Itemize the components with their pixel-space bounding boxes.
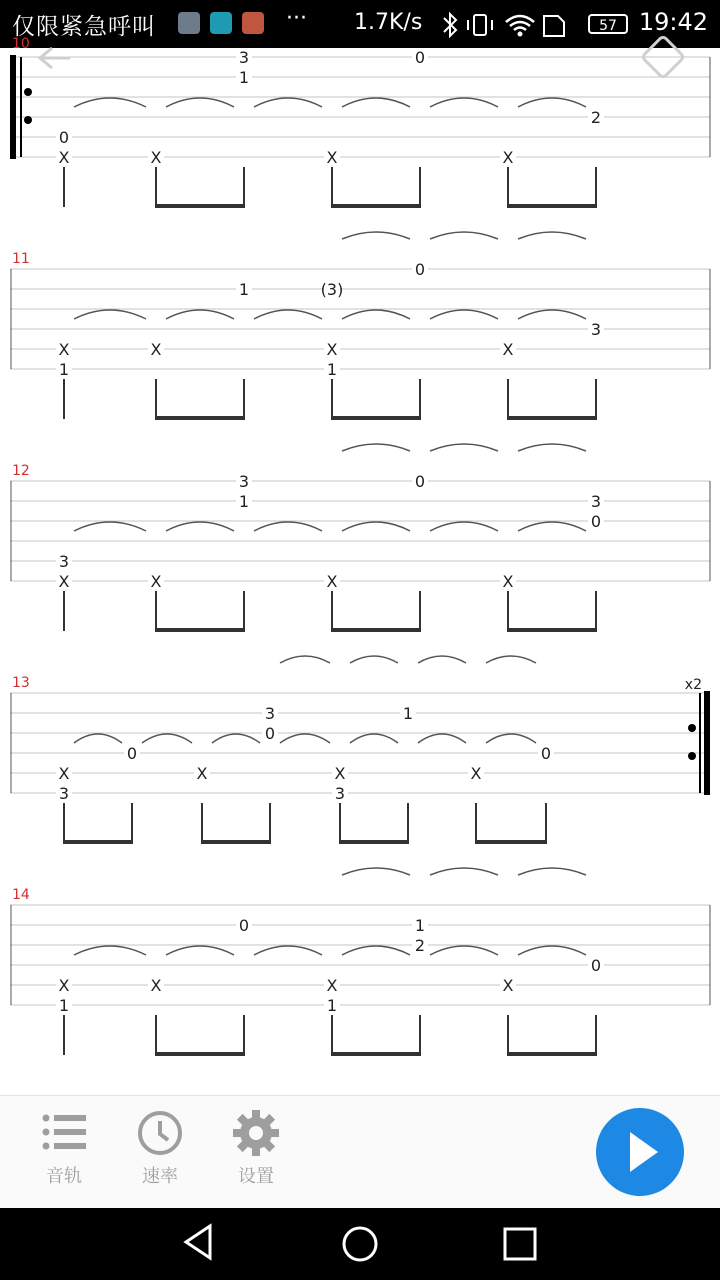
fret-number: X	[150, 572, 162, 591]
carrier-text: 仅限紧急呼叫	[12, 14, 156, 40]
repeat-count: x2	[684, 677, 702, 693]
fret-number: X	[58, 764, 70, 783]
tie-arc	[166, 946, 234, 955]
speed-button[interactable]	[130, 1110, 190, 1188]
notification-icons	[178, 12, 264, 34]
repeat-start-thick-bar	[10, 55, 16, 159]
play-button[interactable]	[596, 1108, 684, 1196]
note-beam	[507, 1052, 597, 1056]
settings-label: 设置	[238, 1166, 274, 1187]
fret-number: 0	[238, 916, 250, 935]
tie-arc	[280, 656, 330, 663]
tie-arc	[342, 98, 410, 107]
tie-arc	[430, 310, 498, 319]
battery-icon: 57	[588, 14, 628, 34]
fret-number: 1	[238, 280, 250, 299]
tie-arc	[430, 868, 498, 875]
tie-arc	[518, 310, 586, 319]
tie-arc	[518, 946, 586, 955]
repeat-dot	[688, 724, 696, 732]
tie-arc	[74, 522, 146, 531]
tie-arc	[350, 656, 398, 663]
shield-notification-icon	[210, 12, 232, 34]
tie-arc	[342, 946, 410, 955]
measure-number: 12	[12, 463, 30, 479]
fret-number: 3	[238, 472, 250, 491]
note-beam	[507, 416, 597, 420]
fret-number: 2	[590, 108, 602, 127]
fret-number: X	[326, 976, 338, 995]
note-beam	[331, 416, 421, 420]
fret-number: X	[470, 764, 482, 783]
system-nav-bar	[0, 1208, 720, 1280]
repeat-dot	[24, 116, 32, 124]
settings-button[interactable]	[226, 1110, 286, 1188]
clock-icon	[137, 1110, 183, 1156]
tie-arc	[518, 444, 586, 451]
tie-arc	[486, 656, 536, 663]
fret-number: X	[150, 340, 162, 359]
tab-sheet[interactable]	[0, 36, 720, 1095]
fret-number: 3	[590, 492, 602, 511]
tie-arc	[254, 946, 322, 955]
nav-recents-icon[interactable]	[498, 1222, 542, 1266]
repeat-dot	[688, 752, 696, 760]
nav-home-icon[interactable]	[338, 1222, 382, 1266]
tracks-button[interactable]	[34, 1110, 94, 1188]
tie-arc	[142, 734, 192, 743]
fret-number: 1	[326, 360, 338, 379]
fret-number: X	[502, 340, 514, 359]
tie-arc	[212, 734, 260, 743]
back-arrow-icon[interactable]	[36, 48, 76, 78]
note-beam	[507, 204, 597, 208]
play-icon	[596, 1108, 684, 1196]
tie-arc	[342, 232, 410, 239]
repeat-end-thick-bar	[704, 691, 710, 795]
fret-number: 1	[402, 704, 414, 723]
fret-number: 0	[590, 956, 602, 975]
vibrate-icon	[474, 15, 486, 35]
note-beam	[507, 628, 597, 632]
tie-arc	[342, 444, 410, 451]
note-beam	[155, 628, 245, 632]
tie-arc	[342, 522, 410, 531]
app-notification-icon	[242, 12, 264, 34]
fret-number: 1	[58, 360, 70, 379]
fret-number: X	[326, 572, 338, 591]
fret-number: X	[150, 148, 162, 167]
fret-number: 3	[58, 784, 70, 803]
list-icon	[41, 1110, 87, 1156]
fret-number: X	[58, 976, 70, 995]
more-notifications-icon: ···	[286, 6, 307, 31]
tie-arc	[418, 656, 466, 663]
tie-arc	[518, 868, 586, 875]
note-beam	[155, 416, 245, 420]
bottom-toolbar	[0, 1095, 720, 1209]
fret-number: 0	[540, 744, 552, 763]
fret-number: (3)	[320, 280, 344, 299]
tie-arc	[74, 734, 122, 743]
fret-number: 0	[264, 724, 276, 743]
screen-rotate-icon[interactable]	[638, 48, 688, 82]
tie-arc	[430, 98, 498, 107]
fret-number: X	[196, 764, 208, 783]
tab-staves	[0, 36, 720, 1095]
tie-arc	[166, 98, 234, 107]
fret-number: 1	[238, 492, 250, 511]
tie-arc	[518, 522, 586, 531]
fret-number: 0	[590, 512, 602, 531]
measure-number: 10	[12, 36, 30, 52]
note-beam	[331, 1052, 421, 1056]
tie-arc	[74, 98, 146, 107]
fret-number: X	[58, 340, 70, 359]
tie-arc	[342, 310, 410, 319]
fret-number: X	[502, 572, 514, 591]
fret-number: 3	[334, 784, 346, 803]
tie-arc	[518, 232, 586, 239]
fret-number: 3	[58, 552, 70, 571]
gallery-notification-icon	[178, 12, 200, 34]
tie-arc	[254, 310, 322, 319]
tie-arc	[518, 98, 586, 107]
tracks-label: 音轨	[46, 1166, 82, 1187]
fret-number: 0	[414, 48, 426, 67]
wifi-icon	[506, 16, 534, 30]
note-beam	[201, 840, 271, 844]
note-beam	[339, 840, 409, 844]
fret-number: 3	[238, 48, 250, 67]
fret-number: 3	[590, 320, 602, 339]
bluetooth-icon	[444, 14, 456, 36]
measure-number: 13	[12, 675, 30, 691]
tie-arc	[418, 734, 466, 743]
repeat-dot	[24, 88, 32, 96]
tie-arc	[350, 734, 398, 743]
system-status-icons	[440, 12, 570, 38]
tie-arc	[74, 946, 146, 955]
tie-arc	[254, 98, 322, 107]
tie-arc	[342, 868, 410, 875]
fret-number: 0	[126, 744, 138, 763]
tie-arc	[430, 232, 498, 239]
fret-number: 3	[264, 704, 276, 723]
nav-back-icon[interactable]	[178, 1222, 222, 1266]
note-beam	[63, 840, 133, 844]
tie-arc	[430, 522, 498, 531]
note-beam	[475, 840, 547, 844]
speed-label: 速率	[142, 1166, 178, 1187]
fret-number: 2	[414, 936, 426, 955]
tie-arc	[74, 310, 146, 319]
tie-arc	[430, 946, 498, 955]
tie-arc	[166, 310, 234, 319]
fret-number: 0	[414, 472, 426, 491]
note-beam	[155, 204, 245, 208]
fret-number: 1	[326, 996, 338, 1015]
measure-number: 14	[12, 887, 30, 903]
fret-number: 1	[58, 996, 70, 1015]
net-speed: 1.7K/s	[354, 10, 423, 35]
fret-number: 1	[238, 68, 250, 87]
fret-number: X	[58, 148, 70, 167]
fret-number: X	[326, 340, 338, 359]
fret-number: X	[58, 572, 70, 591]
tie-arc	[280, 734, 330, 743]
fret-number: X	[334, 764, 346, 783]
sim-icon	[544, 16, 564, 36]
note-beam	[155, 1052, 245, 1056]
fret-number: 1	[414, 916, 426, 935]
tie-arc	[486, 734, 536, 743]
tie-arc	[166, 522, 234, 531]
note-beam	[331, 204, 421, 208]
fret-number: 0	[58, 128, 70, 147]
fret-number: 0	[414, 260, 426, 279]
note-beam	[331, 628, 421, 632]
fret-number: X	[326, 148, 338, 167]
tie-arc	[430, 444, 498, 451]
fret-number: X	[502, 148, 514, 167]
measure-number: 11	[12, 251, 30, 267]
fret-number: X	[150, 976, 162, 995]
tie-arc	[254, 522, 322, 531]
status-bar	[0, 0, 720, 48]
fret-number: X	[502, 976, 514, 995]
gear-icon	[233, 1110, 279, 1156]
clock-time: 19:42	[638, 8, 708, 36]
